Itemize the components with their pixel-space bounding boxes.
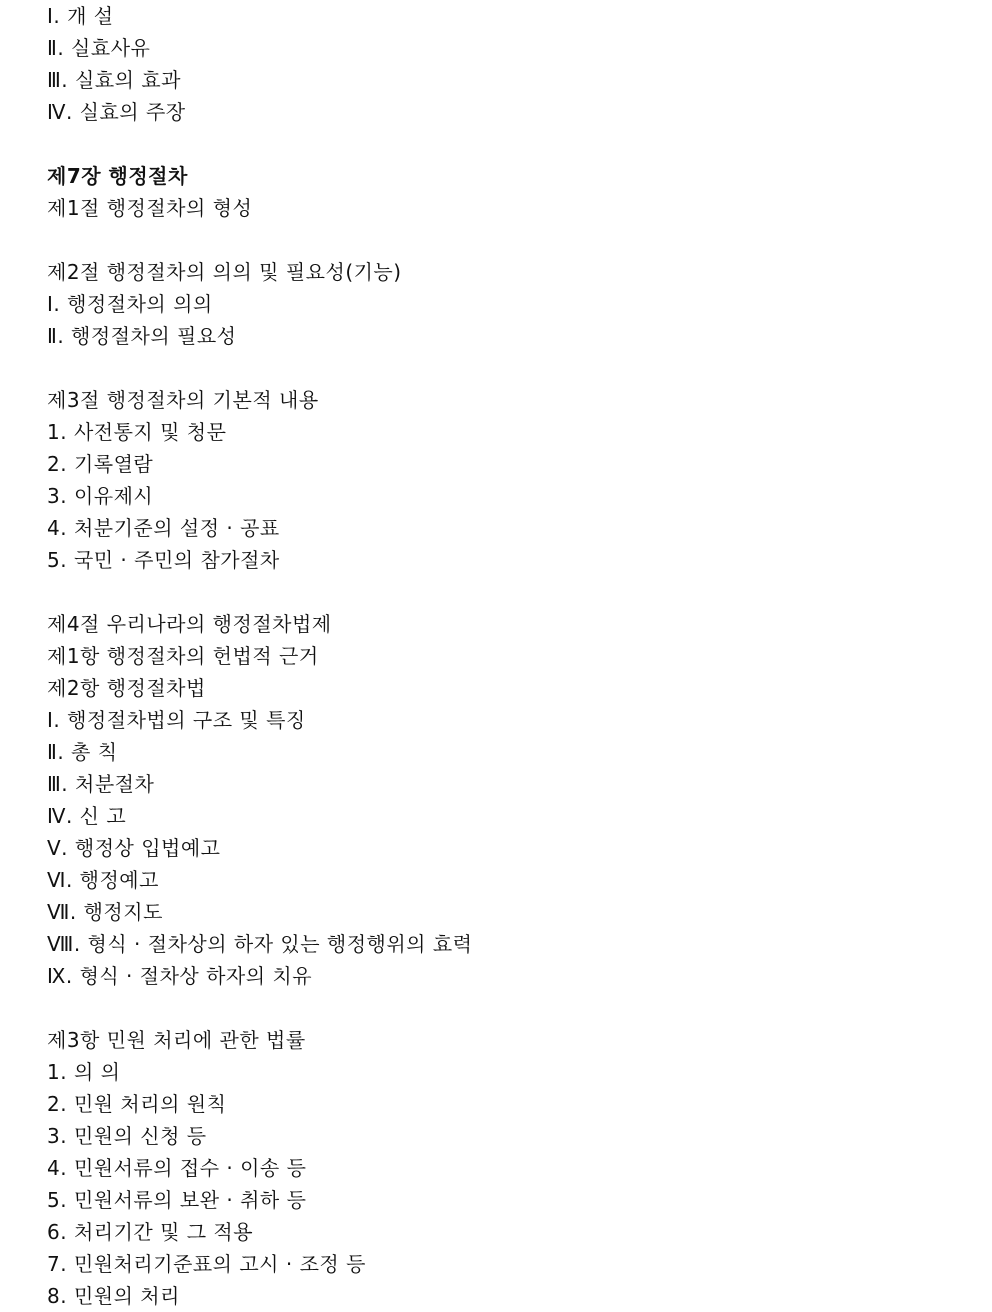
table-of-contents [47, 0, 947, 1312]
blank-line [47, 576, 947, 608]
toc-item: Ⅳ. 실효의 주장 [47, 100, 186, 124]
blank-line [47, 352, 947, 384]
toc-item: 4. 처분기준의 설정 · 공표 [47, 516, 280, 540]
section-heading: 제3절 행정절차의 기본적 내용 [47, 388, 319, 412]
toc-item: 2. 민원 처리의 원칙 [47, 1092, 227, 1116]
toc-item: 7. 민원처리기준표의 고시 · 조정 등 [47, 1252, 366, 1276]
toc-item: Ⅲ. 실효의 효과 [47, 68, 181, 92]
toc-item: Ⅱ. 행정절차의 필요성 [47, 324, 237, 348]
toc-item: Ⅳ. 신 고 [47, 804, 127, 828]
toc-item: 1. 의 의 [47, 1060, 121, 1084]
toc-item: Ⅴ. 행정상 입법예고 [47, 836, 221, 860]
toc-item: 6. 처리기간 및 그 적용 [47, 1220, 254, 1244]
section-heading: 제2항 행정절차법 [47, 676, 206, 700]
toc-item: Ⅲ. 처분절차 [47, 772, 155, 796]
section-heading: 제1항 행정절차의 헌법적 근거 [47, 644, 319, 668]
chapter-heading: 제7장 행정절차 [47, 164, 188, 188]
toc-item: Ⅰ. 행정절차의 의의 [47, 292, 213, 316]
toc-item: Ⅵ. 행정예고 [47, 868, 159, 892]
section-heading: 제2절 행정절차의 의의 및 필요성(기능) [47, 260, 402, 284]
section-heading: 제1절 행정절차의 형성 [47, 196, 253, 220]
toc-item: 5. 국민 · 주민의 참가절차 [47, 548, 280, 572]
blank-line [47, 128, 947, 160]
toc-item: 5. 민원서류의 보완 · 취하 등 [47, 1188, 307, 1212]
toc-item: 4. 민원서류의 접수 · 이송 등 [47, 1156, 307, 1180]
toc-item: Ⅰ. 행정절차법의 구조 및 특징 [47, 708, 306, 732]
toc-item: 8. 민원의 처리 [47, 1284, 180, 1308]
section-heading: 제4절 우리나라의 행정절차법제 [47, 612, 332, 636]
blank-line [47, 224, 947, 256]
toc-item: Ⅶ. 행정지도 [47, 900, 163, 924]
section-heading: 제3항 민원 처리에 관한 법률 [47, 1028, 306, 1052]
toc-item: 3. 민원의 신청 등 [47, 1124, 207, 1148]
toc-item: Ⅰ. 개 설 [47, 4, 114, 28]
toc-item: Ⅱ. 총 칙 [47, 740, 118, 764]
blank-line [47, 992, 947, 1024]
toc-item: Ⅸ. 형식 · 절차상 하자의 치유 [47, 964, 313, 988]
toc-item: 3. 이유제시 [47, 484, 154, 508]
toc-item: 2. 기록열람 [47, 452, 154, 476]
toc-item: Ⅱ. 실효사유 [47, 36, 151, 60]
toc-item: Ⅷ. 형식 · 절차상의 하자 있는 행정행위의 효력 [47, 932, 473, 956]
toc-item: 1. 사전통지 및 청문 [47, 420, 227, 444]
